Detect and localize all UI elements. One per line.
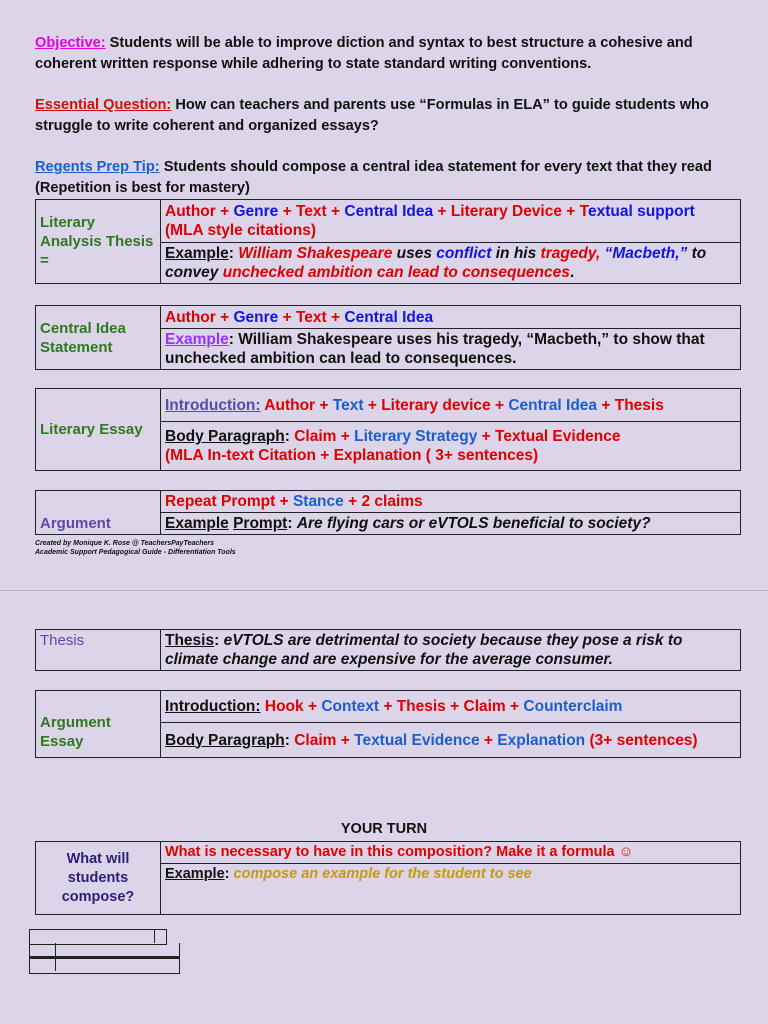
your-turn-table: [35, 841, 741, 915]
argument-essay-body: Body Paragraph: Claim + Textual Evidence + Explanation (3+ sentences): [161, 723, 741, 758]
argument-example: Example Prompt: Are flying cars or eVTOLS beneficial to society?: [161, 513, 741, 535]
empty-grid-cell: [29, 943, 180, 957]
empty-grid-cell: [29, 957, 180, 974]
literary-analysis-label: Literary Analysis Thesis =: [36, 200, 161, 284]
literary-essay-table: [35, 388, 741, 471]
page-divider: [0, 590, 768, 591]
argument-essay-label: Argument Essay: [36, 691, 161, 758]
empty-grid-line: [154, 929, 155, 943]
essential-question: [35, 95, 735, 137]
credits-line-1: Created by Monique K. Rose @ TeachersPayTeachers: [35, 540, 215, 547]
objective: [35, 33, 735, 75]
regents-tip-text: Students should compose a central idea statement for every text that they read (Repetition is best for mastery): [35, 159, 712, 196]
your-turn-example: Example: compose an example for the student to see: [161, 864, 741, 915]
objective-text: Students will be able to improve diction and syntax to best structure a cohesive and coherent written response while adhering to state standard writing conventions.: [35, 35, 693, 72]
literary-essay-intro: Introduction: Author + Text + Literary device + Central Idea + Thesis: [161, 389, 741, 422]
literary-analysis-table: [35, 199, 741, 284]
literary-analysis-formula: Author + Genre + Text + Central Idea + Literary Device + Textual support (MLA style citations): [161, 200, 741, 243]
argument-essay-table: [35, 690, 741, 758]
your-turn-question: What is necessary to have in this composition? Make it a formula ☺: [161, 842, 741, 864]
central-idea-table: [35, 305, 741, 370]
argument-label: Argument: [36, 491, 161, 535]
essential-question-label: Essential Question:: [35, 97, 172, 113]
thesis-table: [35, 629, 741, 671]
your-turn-label: What will students compose?: [36, 842, 161, 915]
objective-label: Objective:: [35, 35, 106, 51]
argument-essay-intro: Introduction: Hook + Context + Thesis + Claim + Counterclaim: [161, 691, 741, 723]
central-idea-formula: Author + Genre + Text + Central Idea: [161, 306, 741, 329]
regents-tip-label: Regents Prep Tip:: [35, 159, 160, 175]
literary-essay-body: Body Paragraph: Claim + Literary Strategy + Textual Evidence (MLA In-text Citation + Explanation ( 3+ sentences): [161, 422, 741, 471]
central-idea-label: Central Idea Statement: [36, 306, 161, 370]
literary-essay-label: Literary Essay: [36, 389, 161, 471]
thesis-label: Thesis: [36, 630, 161, 671]
thesis-example: Thesis: eVTOLS are detrimental to society because they pose a risk to climate change and are expensive for the average consumer.: [161, 630, 741, 671]
credits: [35, 539, 236, 557]
central-idea-example: Example: William Shakespeare uses his tragedy, “Macbeth,” to show that unchecked ambition can lead to consequences.: [161, 329, 741, 370]
regents-tip: [35, 157, 735, 199]
literary-analysis-example: Example: William Shakespeare uses conflict in his tragedy, “Macbeth,” to convey unchecked ambition can lead to consequences.: [161, 243, 741, 284]
credits-line-2: Academic Support Pedagogical Guide - Differentiation Tools: [35, 549, 236, 556]
your-turn-heading: YOUR TURN: [340, 821, 428, 837]
argument-table: [35, 490, 741, 535]
argument-formula: Repeat Prompt + Stance + 2 claims: [161, 491, 741, 513]
essential-question-text: How can teachers and parents use “Formulas in ELA” to guide students who struggle to write coherent and organized essays?: [35, 97, 709, 134]
